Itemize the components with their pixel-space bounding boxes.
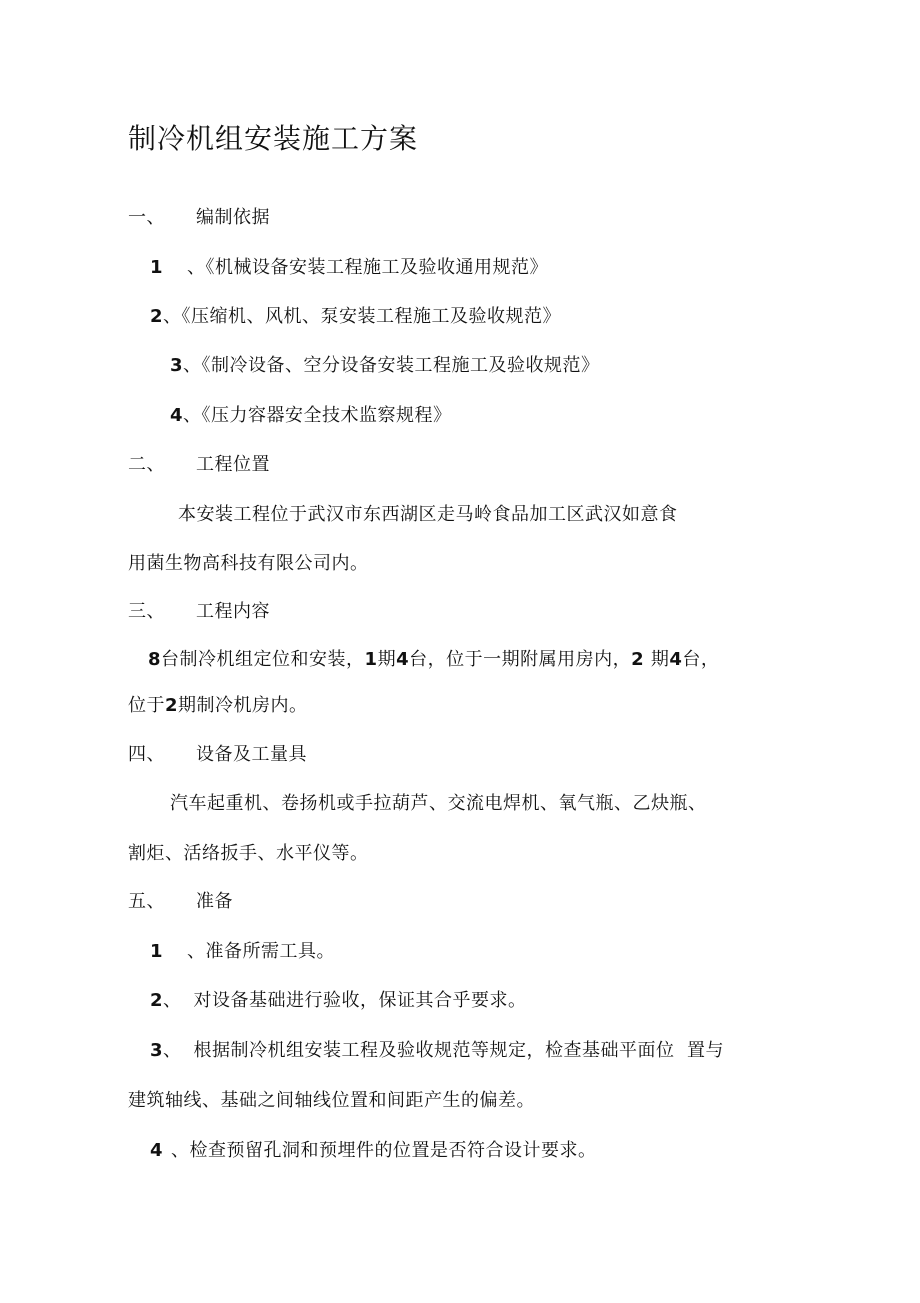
item-number: 1 bbox=[150, 257, 164, 278]
item-text: 、《压缩机、风机、泵安装工程施工及验收规范》 bbox=[163, 306, 562, 327]
item-text: 、检查预留孔洞和预埋件的位置是否符合设计要求。 bbox=[171, 1140, 597, 1161]
list-item bbox=[150, 1139, 597, 1163]
text-run: 期 bbox=[650, 649, 670, 670]
section-title: 工程内容 bbox=[196, 601, 270, 622]
list-item bbox=[170, 404, 452, 428]
section-title: 编制依据 bbox=[196, 207, 270, 228]
item-number: 2 bbox=[150, 306, 164, 327]
paragraph-line bbox=[128, 694, 308, 718]
item-text: 根据制冷机组安装工程及验收规范等规定，检查基础平面位 置与 bbox=[193, 1040, 724, 1061]
item-text: 、《制冷设备、空分设备安装工程施工及验收规范》 bbox=[183, 355, 600, 376]
list-item bbox=[150, 989, 527, 1013]
item-text: 对设备基础进行验收，保证其合乎要求。 bbox=[193, 990, 527, 1011]
list-item bbox=[150, 940, 335, 964]
text-run: 位于 bbox=[128, 695, 165, 716]
paragraph-line: 汽车起重机、卷扬机或手拉葫芦、交流电焊机、氧气瓶、乙炔瓶、 bbox=[170, 793, 707, 814]
phase-number: 2 bbox=[631, 649, 651, 670]
section-title: 工程位置 bbox=[196, 454, 270, 475]
text-run: 台， bbox=[682, 649, 720, 670]
document-title: 制冷机组安装施工方案 bbox=[128, 122, 419, 155]
section-heading-5 bbox=[128, 890, 233, 914]
section-title: 设备及工量具 bbox=[196, 744, 307, 765]
item-text: 、《机械设备安装工程施工及验收通用规范》 bbox=[187, 257, 549, 278]
list-item bbox=[150, 256, 548, 280]
paragraph-line: 建筑轴线、基础之间轴线位置和间距产生的偏差。 bbox=[128, 1090, 535, 1111]
paragraph-line bbox=[148, 648, 719, 672]
item-text: 、《压力容器安全技术监察规程》 bbox=[183, 405, 452, 426]
quantity: 4 bbox=[396, 649, 410, 670]
text-run: 期制冷机房内。 bbox=[178, 695, 308, 716]
quantity: 8 bbox=[148, 649, 162, 670]
quantity: 4 bbox=[669, 649, 683, 670]
section-heading-1 bbox=[128, 206, 270, 230]
paragraph-line: 用菌生物高科技有限公司内。 bbox=[128, 553, 369, 574]
section-title: 准备 bbox=[196, 891, 233, 912]
list-item bbox=[150, 305, 561, 329]
text-run: 期 bbox=[377, 649, 397, 670]
phase-number: 2 bbox=[165, 695, 179, 716]
list-item bbox=[150, 1039, 724, 1063]
phase-number: 1 bbox=[364, 649, 378, 670]
section-heading-2 bbox=[128, 453, 270, 477]
section-heading-3 bbox=[128, 600, 270, 624]
item-number: 4 bbox=[150, 1140, 164, 1161]
section-number: 四、 bbox=[128, 744, 165, 765]
paragraph-line: 本安装工程位于武汉市东西湖区走马岭食品加工区武汉如意食 bbox=[178, 504, 678, 525]
item-number: 3 bbox=[170, 355, 184, 376]
item-text: 、准备所需工具。 bbox=[187, 941, 336, 962]
section-number: 五、 bbox=[128, 891, 165, 912]
text-run: 台，位于一期附属用房内， bbox=[409, 649, 632, 670]
paragraph-line: 割炬、活络扳手、水平仪等。 bbox=[128, 843, 369, 864]
item-sep: 、 bbox=[163, 1040, 182, 1061]
section-number: 三、 bbox=[128, 601, 165, 622]
item-sep: 、 bbox=[163, 990, 182, 1011]
item-number: 1 bbox=[150, 941, 164, 962]
text-run: 台制冷机组定位和安装， bbox=[161, 649, 365, 670]
item-number: 4 bbox=[170, 405, 184, 426]
list-item bbox=[170, 354, 600, 378]
section-number: 二、 bbox=[128, 454, 165, 475]
section-heading-4 bbox=[128, 743, 307, 767]
section-number: 一、 bbox=[128, 207, 165, 228]
item-number: 2 bbox=[150, 990, 164, 1011]
item-number: 3 bbox=[150, 1040, 164, 1061]
